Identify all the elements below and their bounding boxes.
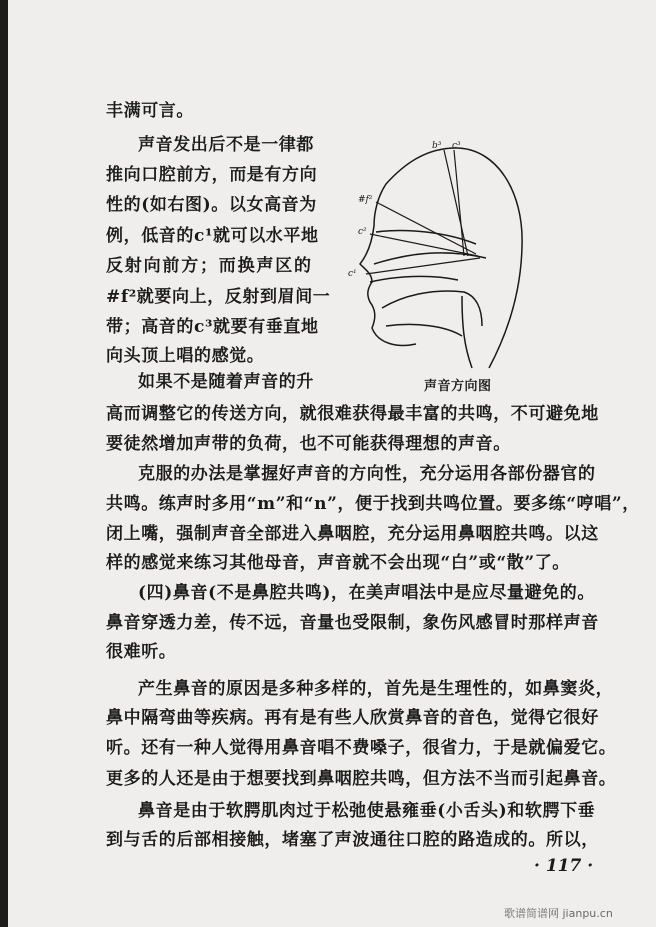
text-line-22: 听。还有一种人觉得用鼻音唱不费嗓子，很省力，于是就偏爱它。 [106, 738, 617, 758]
label-c1: c¹ [348, 269, 357, 279]
jaw-line [386, 324, 462, 336]
face-outline [360, 148, 456, 345]
throat-outline [462, 296, 472, 368]
text-line-11: 高而调整它的传送方向，就很难获得最丰富的共鸣，不可避免地 [106, 404, 599, 424]
text-line-25: 到与舌的后部相接触，堵塞了声波通往口腔的路造成的。所以， [106, 830, 599, 850]
text-line-24: 鼻音是由于软腭肌肉过于松弛使悬雍垂(小舌头)和软腭下垂 [138, 801, 596, 821]
text-line-12: 要徒然增加声带的负荷，也不可能获得理想的声音。 [106, 434, 511, 454]
text-line-13: 克服的办法是掌握好声音的方向性，充分运用各部份器官的 [138, 464, 596, 484]
text-line-19: 很难听。 [106, 642, 177, 662]
page-number: · 117 · [534, 856, 594, 876]
voice-direction-diagram [346, 136, 526, 376]
text-line-21: 鼻中隔弯曲等疾病。再有是有些人欣赏鼻音的音色，觉得它很好 [106, 708, 599, 728]
text-line-5: 例，低音的c¹就可以水平地 [106, 226, 319, 246]
text-line-23: 更多的人还是由于想要找到鼻咽腔共鸣，但方法不当而引起鼻音。 [106, 769, 617, 789]
text-line-3: 推向口腔前方，而是有方向 [106, 165, 318, 185]
scan-edge [0, 0, 8, 927]
mouth-cavity [370, 276, 458, 282]
label-f2: #f² [358, 195, 373, 205]
tongue-outline [382, 291, 482, 326]
label-b3: b³ [432, 141, 442, 151]
text-line-7: #f²就要向上，反射到眉间一 [106, 287, 331, 307]
text-line-10: 如果不是随着声音的升 [138, 372, 314, 392]
text-line-9: 向头顶上唱的感觉。 [106, 346, 265, 366]
text-line-1: 丰满可言。 [106, 101, 194, 121]
text-line-16: 样的感觉来练习其他母音，声音就不会出现“白”或“散”了。 [106, 553, 570, 573]
label-c2: c² [358, 227, 367, 237]
text-line-15: 闭上嘴，强制声音全部进入鼻咽腔，充分运用鼻咽腔共鸣。以这 [106, 524, 599, 544]
watermark: 歌谱简谱网 jianpu.cn [504, 907, 613, 920]
text-line-6: 反射向前方；而换声区的 [106, 256, 313, 276]
label-c3: c³ [452, 141, 461, 151]
text-line-20: 产生鼻音的原因是多种多样的，首先是生理性的，如鼻窦炎， [138, 679, 614, 699]
text-line-2: 声音发出后不是一律都 [138, 135, 314, 155]
text-line-8: 带；高音的c³就要有垂直地 [106, 317, 319, 337]
figure-caption: 声音方向图 [424, 379, 492, 394]
text-line-14: 共鸣。练声时多用“m”和“n”，便于找到共鸣位置。要多练“哼唱”， [106, 494, 640, 514]
nasal-cavity [376, 231, 476, 245]
text-line-18: 鼻音穿透力差，传不远，音量也受限制，象伤风感冒时那样声音 [106, 613, 599, 633]
text-line-17: (四)鼻音(不是鼻腔共鸣)，在美声唱法中是应尽量避免的。 [138, 583, 595, 603]
head-outline [456, 148, 522, 368]
text-line-4: 性的(如右图)。以女高音为 [106, 195, 317, 215]
